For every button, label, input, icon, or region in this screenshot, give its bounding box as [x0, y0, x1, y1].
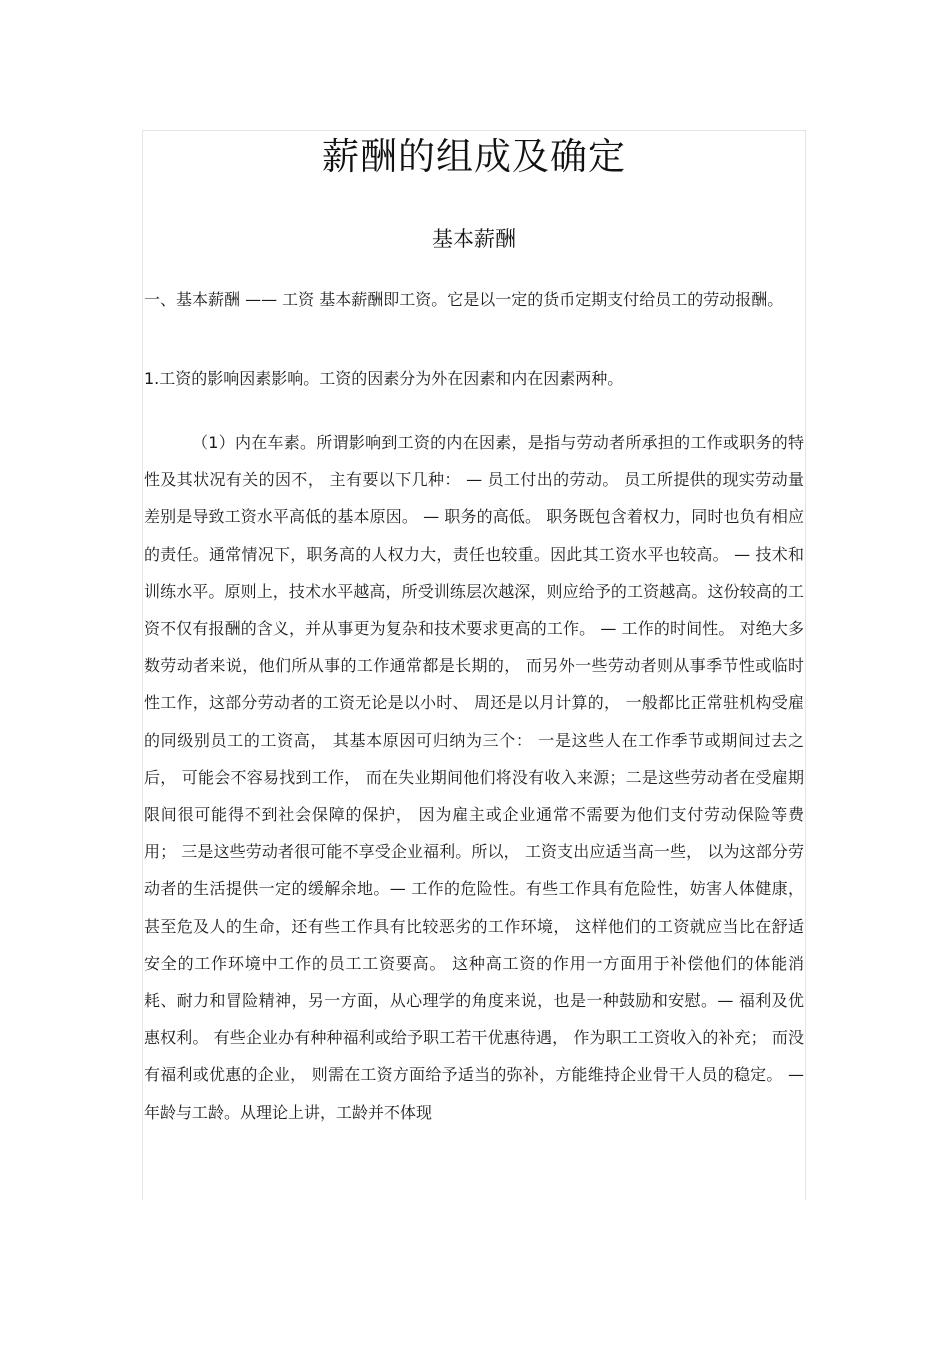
body-paragraph: 1.工资的影响因素影响。工资的因素分为外在因素和内在因素两种。 [144, 369, 624, 388]
document-title: 薪酬的组成及确定 [322, 135, 626, 178]
section-heading: 基本薪酬 [432, 227, 516, 251]
body-paragraph: 一、基本薪酬 —— 工资 基本薪酬即工资。它是以一定的货币定期支付给员工的劳动报酬。 [144, 290, 784, 309]
body-paragraph: （1）内在车素。所谓影响到工资的内在因素，是指与劳动者所承担的工作或职务的特性及其状况有关的因不， 主有要以下几种： — 员工付出的劳动。 员工所提供的现实劳动量差别是导致工资水平高低的基本原因。 — 职务的高低。 职务既包含着权力，同时也负有相应的责任。通常情况下，职务高的人权力大，责任也较重。因此其工资水平也较高。 — 技术和训练水平。原则上，技术水平越高，所受训练层次越深，则应给予的工资越高。这份较高的工资不仅有报酬的含义，并从事更为复杂和技术要求更高的工作。 — 工作的时间性。 对绝大多数劳动者来说，他们所从事的工作通常都是长期的， 而另外一些劳动者则从事季节性或临时性工作，这部分劳动者的工资无论是以小时、 周还是以月计算的， 一般都比正常驻机构受雇的同级别员工的工资高， 其基本原因可归纳为三个： 一是这些人在工作季节或期间过去之后， 可能会不容易找到工作， 而在失业期间他们将没有收入来源；二是这些劳动者在受雇期限间很可能得不到社会保障的保护， 因为雇主或企业通常不需要为他们支付劳动保险等费用； 三是这些劳动者很可能不享受企业福利。所以， 工资支出应适当高一些， 以为这部分劳动者的生活提供一定的缓解余地。— 工作的危险性。有些工作具有危险性，妨害人体健康，甚至危及人的生命，还有些工作具有比较恶劣的工作环境， 这样他们的工资就应当比在舒适安全的工作环境中工作的员工工资要高。 这种高工资的作用一方面用于补偿他们的体能消耗、耐力和冒险精神，另一方面，从心理学的角度来说，也是一种鼓励和安慰。— 福利及优惠权利。 有些企业办有种种福利或给予职工若干优惠待遇， 作为职工工资收入的补充； 而没有福利或优惠的企业， 则需在工资方面给予适当的弥补，方能维持企业骨干人员的稳定。 — 年龄与工龄。从理论上讲，工龄并不体现 [144, 433, 804, 1122]
